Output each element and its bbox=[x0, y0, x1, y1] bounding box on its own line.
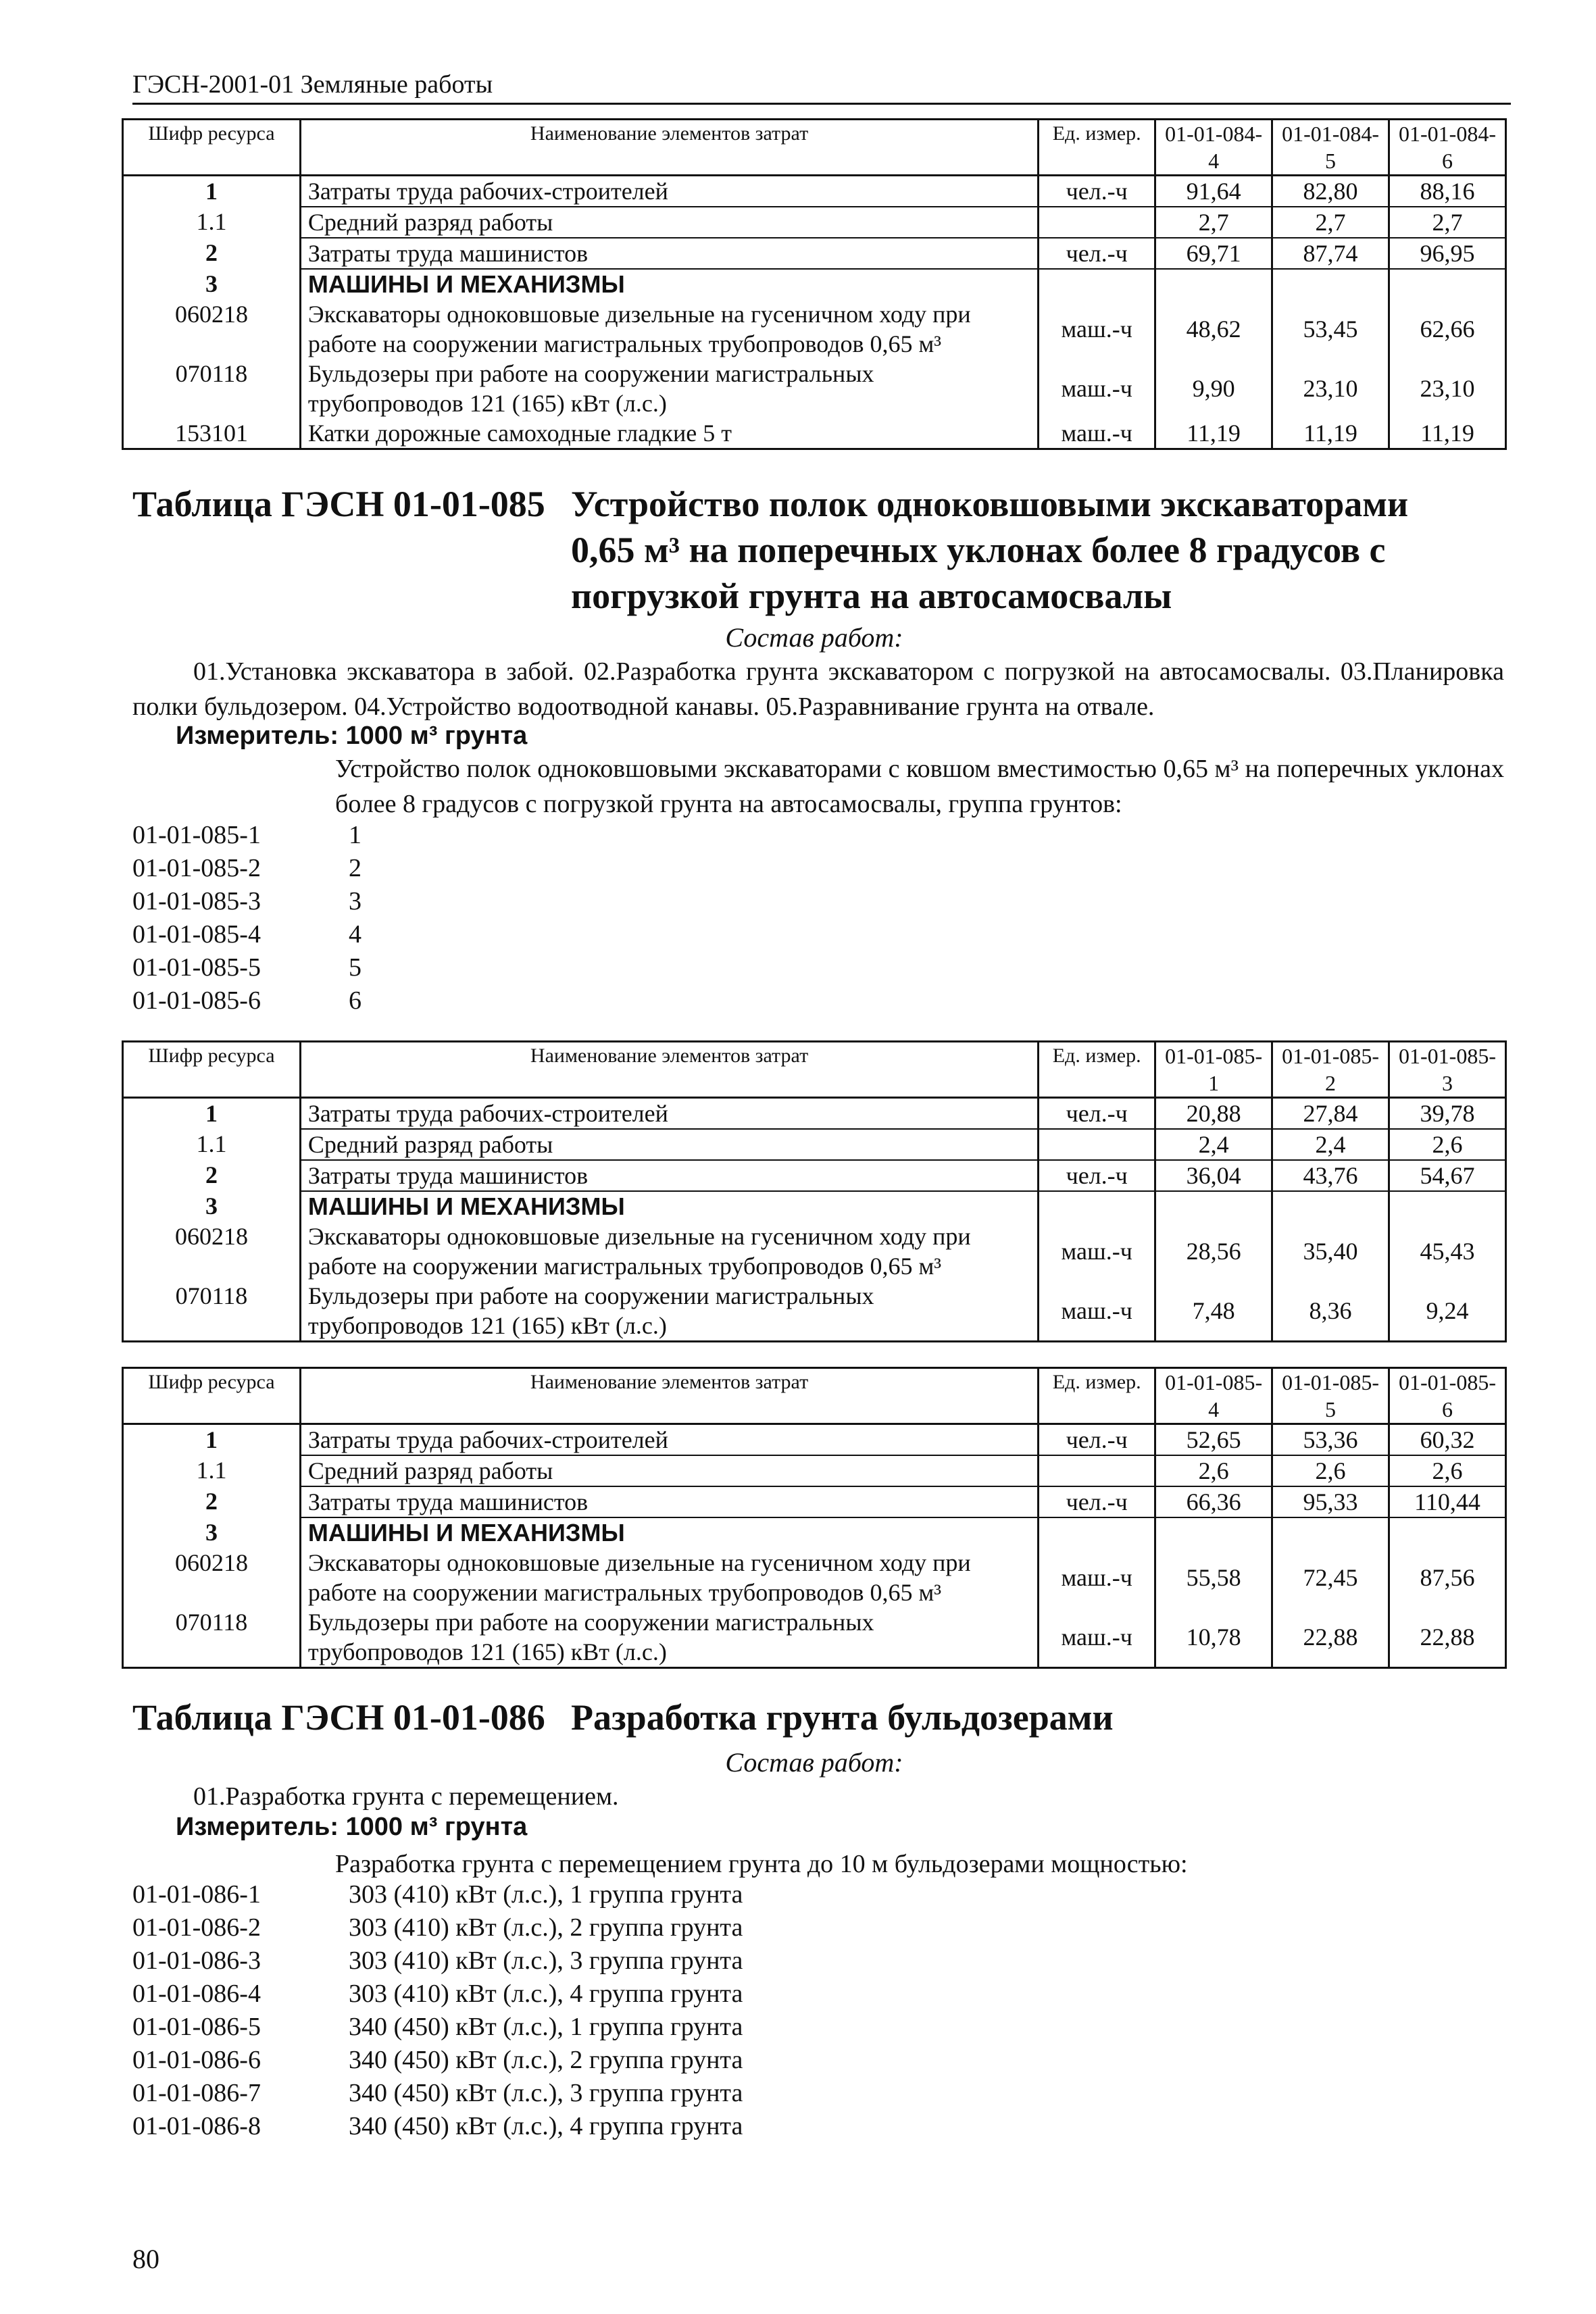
norm-code: 01-01-085-3 bbox=[132, 887, 261, 915]
row-unit bbox=[1039, 207, 1155, 238]
resource-table-085a bbox=[122, 1040, 1507, 1342]
table-row bbox=[123, 176, 1506, 207]
norm-list-085 bbox=[132, 819, 361, 1017]
row-value: 36,04 bbox=[1155, 1160, 1272, 1191]
row-value: 11,19 bbox=[1155, 418, 1272, 449]
meter-085: Измеритель: 1000 м³ грунта bbox=[176, 722, 528, 750]
table-row bbox=[123, 1281, 1506, 1342]
row-code: 060218 bbox=[123, 299, 301, 359]
norm-text: 303 (410) кВт (л.с.), 1 группа грунта bbox=[349, 1880, 743, 1909]
header-norm-code: 01-01-084-6 bbox=[1389, 120, 1506, 176]
list-item bbox=[132, 2044, 743, 2077]
row-value bbox=[1155, 1517, 1272, 1548]
row-unit: маш.-ч bbox=[1039, 1607, 1155, 1668]
row-value: 72,45 bbox=[1272, 1548, 1389, 1607]
row-name: Экскаваторы одноковшовые дизельные на гусеничном ходу при работе на сооружении магистральных трубопроводов 0,65 м³ bbox=[300, 1548, 1038, 1607]
row-value: 54,67 bbox=[1389, 1160, 1506, 1191]
header-norm-code: 01-01-085-3 bbox=[1389, 1042, 1506, 1098]
row-value bbox=[1389, 269, 1506, 299]
row-code: 3 bbox=[123, 1517, 301, 1548]
row-unit: маш.-ч bbox=[1039, 1222, 1155, 1281]
row-code: 2 bbox=[123, 1486, 301, 1517]
row-value bbox=[1272, 1517, 1389, 1548]
table-row bbox=[123, 1160, 1506, 1191]
row-unit: чел.-ч bbox=[1039, 1486, 1155, 1517]
table-row bbox=[123, 1548, 1506, 1607]
row-value: 20,88 bbox=[1155, 1098, 1272, 1130]
page-number: 80 bbox=[132, 2244, 159, 2274]
works-text-086: 01.Разработка грунта с перемещением. bbox=[193, 1782, 619, 1811]
row-name: Катки дорожные самоходные гладкие 5 т bbox=[300, 418, 1038, 449]
row-value bbox=[1389, 1191, 1506, 1222]
norm-code: 01-01-085-5 bbox=[132, 953, 261, 982]
row-value: 2,6 bbox=[1272, 1455, 1389, 1486]
table-label-085: Таблица ГЭСН 01-01-085 bbox=[132, 484, 545, 524]
norm-text: 4 bbox=[349, 920, 361, 949]
row-value: 88,16 bbox=[1389, 176, 1506, 207]
list-item bbox=[132, 819, 361, 852]
norm-text: 340 (450) кВт (л.с.), 2 группа грунта bbox=[349, 2046, 743, 2074]
header-name: Наименование элементов затрат bbox=[300, 1368, 1038, 1424]
norm-code: 01-01-086-3 bbox=[132, 1946, 261, 1975]
row-value: 48,62 bbox=[1155, 299, 1272, 359]
row-unit: чел.-ч bbox=[1039, 1160, 1155, 1191]
row-code: 060218 bbox=[123, 1548, 301, 1607]
norm-code: 01-01-086-1 bbox=[132, 1880, 261, 1909]
resource-table-085b bbox=[122, 1367, 1507, 1669]
norm-code: 01-01-085-6 bbox=[132, 986, 261, 1015]
resource-table-084 bbox=[122, 118, 1507, 450]
list-item bbox=[132, 1911, 743, 1944]
list-item bbox=[132, 1944, 743, 1978]
list-item bbox=[132, 951, 361, 984]
table-row bbox=[123, 1424, 1506, 1456]
norm-code: 01-01-085-4 bbox=[132, 920, 261, 949]
header-norm-code: 01-01-084-4 bbox=[1155, 120, 1272, 176]
row-code: 1.1 bbox=[123, 1129, 301, 1160]
row-name: Бульдозеры при работе на сооружении магистральных трубопроводов 121 (165) кВт (л.с.) bbox=[300, 1607, 1038, 1668]
desc-086: Разработка грунта с перемещением грунта до 10 м бульдозерами мощностью: bbox=[335, 1850, 1188, 1878]
row-name: Затраты труда рабочих-строителей bbox=[300, 1098, 1038, 1130]
table-row bbox=[123, 1455, 1506, 1486]
row-unit: чел.-ч bbox=[1039, 238, 1155, 269]
row-value: 2,4 bbox=[1272, 1129, 1389, 1160]
row-code: 1 bbox=[123, 1424, 301, 1456]
row-name: Экскаваторы одноковшовые дизельные на гусеничном ходу при работе на сооружении магистральных трубопроводов 0,65 м³ bbox=[300, 1222, 1038, 1281]
row-code: 2 bbox=[123, 1160, 301, 1191]
row-value: 87,56 bbox=[1389, 1548, 1506, 1607]
row-unit: маш.-ч bbox=[1039, 359, 1155, 418]
norm-text: 303 (410) кВт (л.с.), 2 группа грунта bbox=[349, 1913, 743, 1942]
row-code: 3 bbox=[123, 1191, 301, 1222]
page-header: ГЭСН-2001-01 Земляные работы bbox=[132, 68, 1511, 105]
row-unit bbox=[1039, 1517, 1155, 1548]
row-name: Бульдозеры при работе на сооружении магистральных трубопроводов 121 (165) кВт (л.с.) bbox=[300, 359, 1038, 418]
row-value: 28,56 bbox=[1155, 1222, 1272, 1281]
row-code: 153101 bbox=[123, 418, 301, 449]
row-value: 2,6 bbox=[1389, 1455, 1506, 1486]
norm-code: 01-01-085-1 bbox=[132, 821, 261, 849]
norm-text: 340 (450) кВт (л.с.), 1 группа грунта bbox=[349, 2013, 743, 2041]
list-item bbox=[132, 2077, 743, 2110]
row-value: 43,76 bbox=[1272, 1160, 1389, 1191]
row-value: 9,90 bbox=[1155, 359, 1272, 418]
desc-085: Устройство полок одноковшовыми экскаваторами с ковшом вместимостью 0,65 м³ на поперечных уклонах более 8 градусов с погрузкой грунта на автосамосвалы, группа грунтов: bbox=[335, 755, 1504, 818]
table-row bbox=[123, 1486, 1506, 1517]
table-row bbox=[123, 1517, 1506, 1548]
row-code: 1.1 bbox=[123, 207, 301, 238]
row-value: 39,78 bbox=[1389, 1098, 1506, 1130]
row-value: 53,36 bbox=[1272, 1424, 1389, 1456]
row-name: МАШИНЫ И МЕХАНИЗМЫ bbox=[300, 1191, 1038, 1222]
row-name: МАШИНЫ И МЕХАНИЗМЫ bbox=[300, 1517, 1038, 1548]
norm-code: 01-01-085-2 bbox=[132, 854, 261, 882]
header-norm-code: 01-01-085-4 bbox=[1155, 1368, 1272, 1424]
row-unit bbox=[1039, 1129, 1155, 1160]
row-value: 2,7 bbox=[1389, 207, 1506, 238]
table-row bbox=[123, 1129, 1506, 1160]
table-label-086: Таблица ГЭСН 01-01-086 bbox=[132, 1697, 545, 1738]
row-code: 070118 bbox=[123, 1607, 301, 1668]
row-value: 11,19 bbox=[1389, 418, 1506, 449]
list-item bbox=[132, 1878, 743, 1911]
row-name: Затраты труда машинистов bbox=[300, 238, 1038, 269]
norm-text: 340 (450) кВт (л.с.), 3 группа грунта bbox=[349, 2079, 743, 2107]
table-row bbox=[123, 1222, 1506, 1281]
row-unit: маш.-ч bbox=[1039, 1281, 1155, 1342]
header-code: Шифр ресурса bbox=[123, 1042, 301, 1098]
row-value: 8,36 bbox=[1272, 1281, 1389, 1342]
header-unit: Ед. измер. bbox=[1039, 120, 1155, 176]
meter-086: Измеритель: 1000 м³ грунта bbox=[176, 1813, 528, 1841]
norm-code: 01-01-086-5 bbox=[132, 2013, 261, 2041]
row-unit bbox=[1039, 269, 1155, 299]
row-name: Средний разряд работы bbox=[300, 1455, 1038, 1486]
header-norm-code: 01-01-084-5 bbox=[1272, 120, 1389, 176]
norm-text: 3 bbox=[349, 887, 361, 915]
row-value: 66,36 bbox=[1155, 1486, 1272, 1517]
row-value: 23,10 bbox=[1272, 359, 1389, 418]
row-value: 2,6 bbox=[1155, 1455, 1272, 1486]
norm-text: 340 (450) кВт (л.с.), 4 группа грунта bbox=[349, 2112, 743, 2140]
row-name: Затраты труда машинистов bbox=[300, 1160, 1038, 1191]
norm-text: 6 bbox=[349, 986, 361, 1015]
row-value: 11,19 bbox=[1272, 418, 1389, 449]
row-unit: чел.-ч bbox=[1039, 176, 1155, 207]
header-norm-code: 01-01-085-2 bbox=[1272, 1042, 1389, 1098]
row-name: МАШИНЫ И МЕХАНИЗМЫ bbox=[300, 269, 1038, 299]
row-value: 52,65 bbox=[1155, 1424, 1272, 1456]
table-row bbox=[123, 269, 1506, 299]
header-unit: Ед. измер. bbox=[1039, 1368, 1155, 1424]
row-value: 27,84 bbox=[1272, 1098, 1389, 1130]
row-value bbox=[1272, 1191, 1389, 1222]
row-value: 35,40 bbox=[1272, 1222, 1389, 1281]
sostav-label-086: Состав работ: bbox=[725, 1747, 903, 1778]
norm-code: 01-01-086-4 bbox=[132, 1980, 261, 2008]
row-value: 9,24 bbox=[1389, 1281, 1506, 1342]
row-unit: чел.-ч bbox=[1039, 1424, 1155, 1456]
row-value: 2,4 bbox=[1155, 1129, 1272, 1160]
header-name: Наименование элементов затрат bbox=[300, 120, 1038, 176]
table-row bbox=[123, 299, 1506, 359]
row-code: 2 bbox=[123, 238, 301, 269]
row-code: 3 bbox=[123, 269, 301, 299]
row-value: 55,58 bbox=[1155, 1548, 1272, 1607]
norm-code: 01-01-086-6 bbox=[132, 2046, 261, 2074]
row-name: Бульдозеры при работе на сооружении магистральных трубопроводов 121 (165) кВт (л.с.) bbox=[300, 1281, 1038, 1342]
header-code: Шифр ресурса bbox=[123, 120, 301, 176]
table-row bbox=[123, 1098, 1506, 1130]
row-unit: маш.-ч bbox=[1039, 418, 1155, 449]
row-code: 1 bbox=[123, 176, 301, 207]
table-row bbox=[123, 1607, 1506, 1668]
header-unit: Ед. измер. bbox=[1039, 1042, 1155, 1098]
row-name: Средний разряд работы bbox=[300, 207, 1038, 238]
row-value: 45,43 bbox=[1389, 1222, 1506, 1281]
row-value: 69,71 bbox=[1155, 238, 1272, 269]
row-name: Затраты труда машинистов bbox=[300, 1486, 1038, 1517]
row-value: 2,7 bbox=[1272, 207, 1389, 238]
list-item bbox=[132, 2110, 743, 2143]
table-title-086: Разработка грунта бульдозерами bbox=[571, 1697, 1114, 1738]
list-item bbox=[132, 1978, 743, 2011]
norm-list-086 bbox=[132, 1878, 743, 2143]
norm-code: 01-01-086-2 bbox=[132, 1913, 261, 1942]
norm-code: 01-01-086-8 bbox=[132, 2112, 261, 2140]
row-unit bbox=[1039, 1455, 1155, 1486]
list-item bbox=[132, 885, 361, 918]
row-unit: чел.-ч bbox=[1039, 1098, 1155, 1130]
row-code: 070118 bbox=[123, 359, 301, 418]
row-value: 2,7 bbox=[1155, 207, 1272, 238]
row-value: 62,66 bbox=[1389, 299, 1506, 359]
row-unit: маш.-ч bbox=[1039, 299, 1155, 359]
row-value: 23,10 bbox=[1389, 359, 1506, 418]
row-value: 91,64 bbox=[1155, 176, 1272, 207]
table-row bbox=[123, 238, 1506, 269]
row-value: 95,33 bbox=[1272, 1486, 1389, 1517]
row-value: 110,44 bbox=[1389, 1486, 1506, 1517]
sostav-label-085: Состав работ: bbox=[725, 622, 903, 653]
row-value bbox=[1155, 269, 1272, 299]
row-value: 10,78 bbox=[1155, 1607, 1272, 1668]
row-unit: маш.-ч bbox=[1039, 1548, 1155, 1607]
list-item bbox=[132, 984, 361, 1017]
norm-text: 5 bbox=[349, 953, 361, 982]
row-value: 87,74 bbox=[1272, 238, 1389, 269]
norm-text: 303 (410) кВт (л.с.), 4 группа грунта bbox=[349, 1980, 743, 2008]
row-name: Средний разряд работы bbox=[300, 1129, 1038, 1160]
row-code: 1.1 bbox=[123, 1455, 301, 1486]
row-value: 82,80 bbox=[1272, 176, 1389, 207]
row-code: 070118 bbox=[123, 1281, 301, 1342]
table-row bbox=[123, 359, 1506, 418]
norm-code: 01-01-086-7 bbox=[132, 2079, 261, 2107]
header-norm-code: 01-01-085-1 bbox=[1155, 1042, 1272, 1098]
row-name: Затраты труда рабочих-строителей bbox=[300, 176, 1038, 207]
norm-text: 2 bbox=[349, 854, 361, 882]
header-name: Наименование элементов затрат bbox=[300, 1042, 1038, 1098]
header-norm-code: 01-01-085-6 bbox=[1389, 1368, 1506, 1424]
list-item bbox=[132, 852, 361, 885]
works-text-085: 01.Установка экскаватора в забой. 02.Разработка грунта экскаватором с погрузкой на автосамосвалы. 03.Планировка полки бульдозером. 04.Устройство водоотводной канавы. 05.Разравнивание грунта на отвале. bbox=[132, 657, 1504, 721]
norm-text: 303 (410) кВт (л.с.), 3 группа грунта bbox=[349, 1946, 743, 1975]
row-value: 96,95 bbox=[1389, 238, 1506, 269]
list-item bbox=[132, 918, 361, 951]
row-value: 22,88 bbox=[1389, 1607, 1506, 1668]
row-value: 7,48 bbox=[1155, 1281, 1272, 1342]
header-code: Шифр ресурса bbox=[123, 1368, 301, 1424]
row-value: 2,6 bbox=[1389, 1129, 1506, 1160]
table-row bbox=[123, 1191, 1506, 1222]
row-value bbox=[1389, 1517, 1506, 1548]
table-row bbox=[123, 418, 1506, 449]
row-name: Экскаваторы одноковшовые дизельные на гусеничном ходу при работе на сооружении магистральных трубопроводов 0,65 м³ bbox=[300, 299, 1038, 359]
row-value: 60,32 bbox=[1389, 1424, 1506, 1456]
list-item bbox=[132, 2011, 743, 2044]
row-code: 060218 bbox=[123, 1222, 301, 1281]
norm-text: 1 bbox=[349, 821, 361, 849]
row-name: Затраты труда рабочих-строителей bbox=[300, 1424, 1038, 1456]
row-unit bbox=[1039, 1191, 1155, 1222]
table-row bbox=[123, 207, 1506, 238]
header-norm-code: 01-01-085-5 bbox=[1272, 1368, 1389, 1424]
table-title-085: Устройство полок одноковшовыми экскаваторами 0,65 м³ на поперечных уклонах более 8 градусов с погрузкой грунта на автосамосвалы bbox=[571, 484, 1409, 616]
row-value bbox=[1272, 269, 1389, 299]
row-value bbox=[1155, 1191, 1272, 1222]
row-code: 1 bbox=[123, 1098, 301, 1130]
row-value: 53,45 bbox=[1272, 299, 1389, 359]
row-value: 22,88 bbox=[1272, 1607, 1389, 1668]
